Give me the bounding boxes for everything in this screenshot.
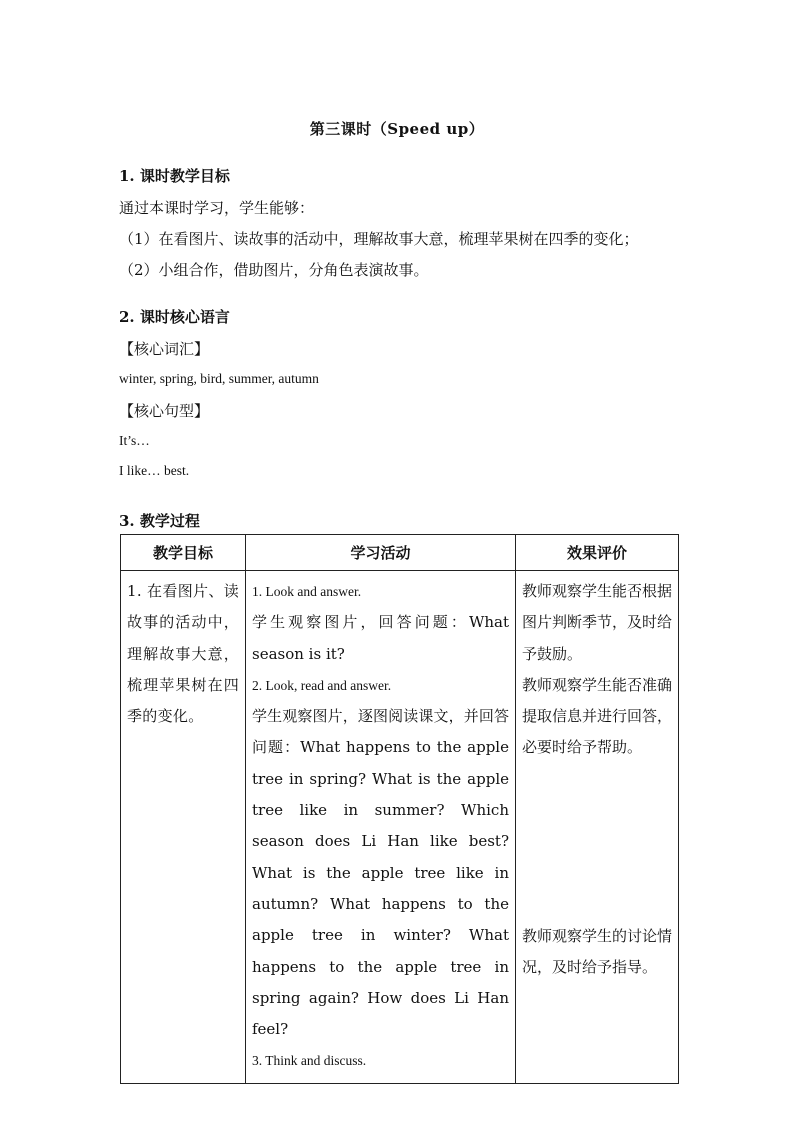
column-header-goal: 教学目标: [121, 535, 246, 571]
objective-item: （2）小组合作，借助图片，分角色表演故事。: [119, 261, 429, 279]
evaluation-item: 教师观察学生的讨论情况，及时给予指导。: [522, 926, 673, 977]
table-header-row: [121, 535, 679, 571]
evaluation-cell: [516, 571, 679, 1084]
objective-item: （1）在看图片、读故事的活动中，理解故事大意，梳理苹果树在四季的变化；: [119, 230, 639, 248]
evaluation-item: 教师观察学生能否准确提取信息并进行回答，必要时给予帮助。: [522, 675, 673, 757]
section-3-heading: 3. 教学过程: [119, 512, 200, 530]
column-header-activity: 学习活动: [246, 535, 516, 571]
vocab-label: 【核心词汇】: [119, 340, 210, 358]
goal-text: 1. 在看图片、读故事的活动中，理解故事大意，梳理苹果树在四季的变化。: [127, 582, 239, 726]
sentence-pattern: It’s…: [119, 433, 150, 448]
teaching-process-table: [120, 534, 679, 1084]
activity-detail: 学生观察图片，回答问题：What season is it?: [252, 613, 509, 663]
column-header-evaluation: 效果评价: [516, 535, 679, 571]
objectives-intro: 通过本课时学习，学生能够：: [119, 199, 315, 217]
vocab-list: winter, spring, bird, summer, autumn: [119, 371, 319, 386]
activity-step: 1. Look and answer.: [252, 584, 362, 599]
evaluation-item: 教师观察学生能否根据图片判断季节，及时给予鼓励。: [522, 582, 673, 663]
sentence-pattern: I like… best.: [119, 463, 190, 478]
activity-cell: [246, 571, 516, 1084]
activity-step: 2. Look, read and answer.: [252, 677, 392, 693]
sentence-label: 【核心句型】: [119, 402, 210, 420]
goal-cell: [121, 571, 246, 1084]
table-row: [121, 571, 679, 1084]
section-2-heading: 2. 课时核心语言: [119, 308, 230, 326]
activity-detail: 学生观察图片，逐图阅读课文，并回答问题：What happens to the apple tree in spring? What is the apple tree like in summer? Which season does Li Han like best? What is the apple tree like in autumn? What happens to the apple tree in winter? What happens to the apple tree in spring again? How does Li Han feel?: [252, 707, 509, 1039]
activity-step: 3. Think and discuss.: [252, 1053, 367, 1069]
section-1-heading: 1. 课时教学目标: [119, 167, 230, 185]
page-title: 第三课时（Speed up）: [309, 120, 485, 138]
